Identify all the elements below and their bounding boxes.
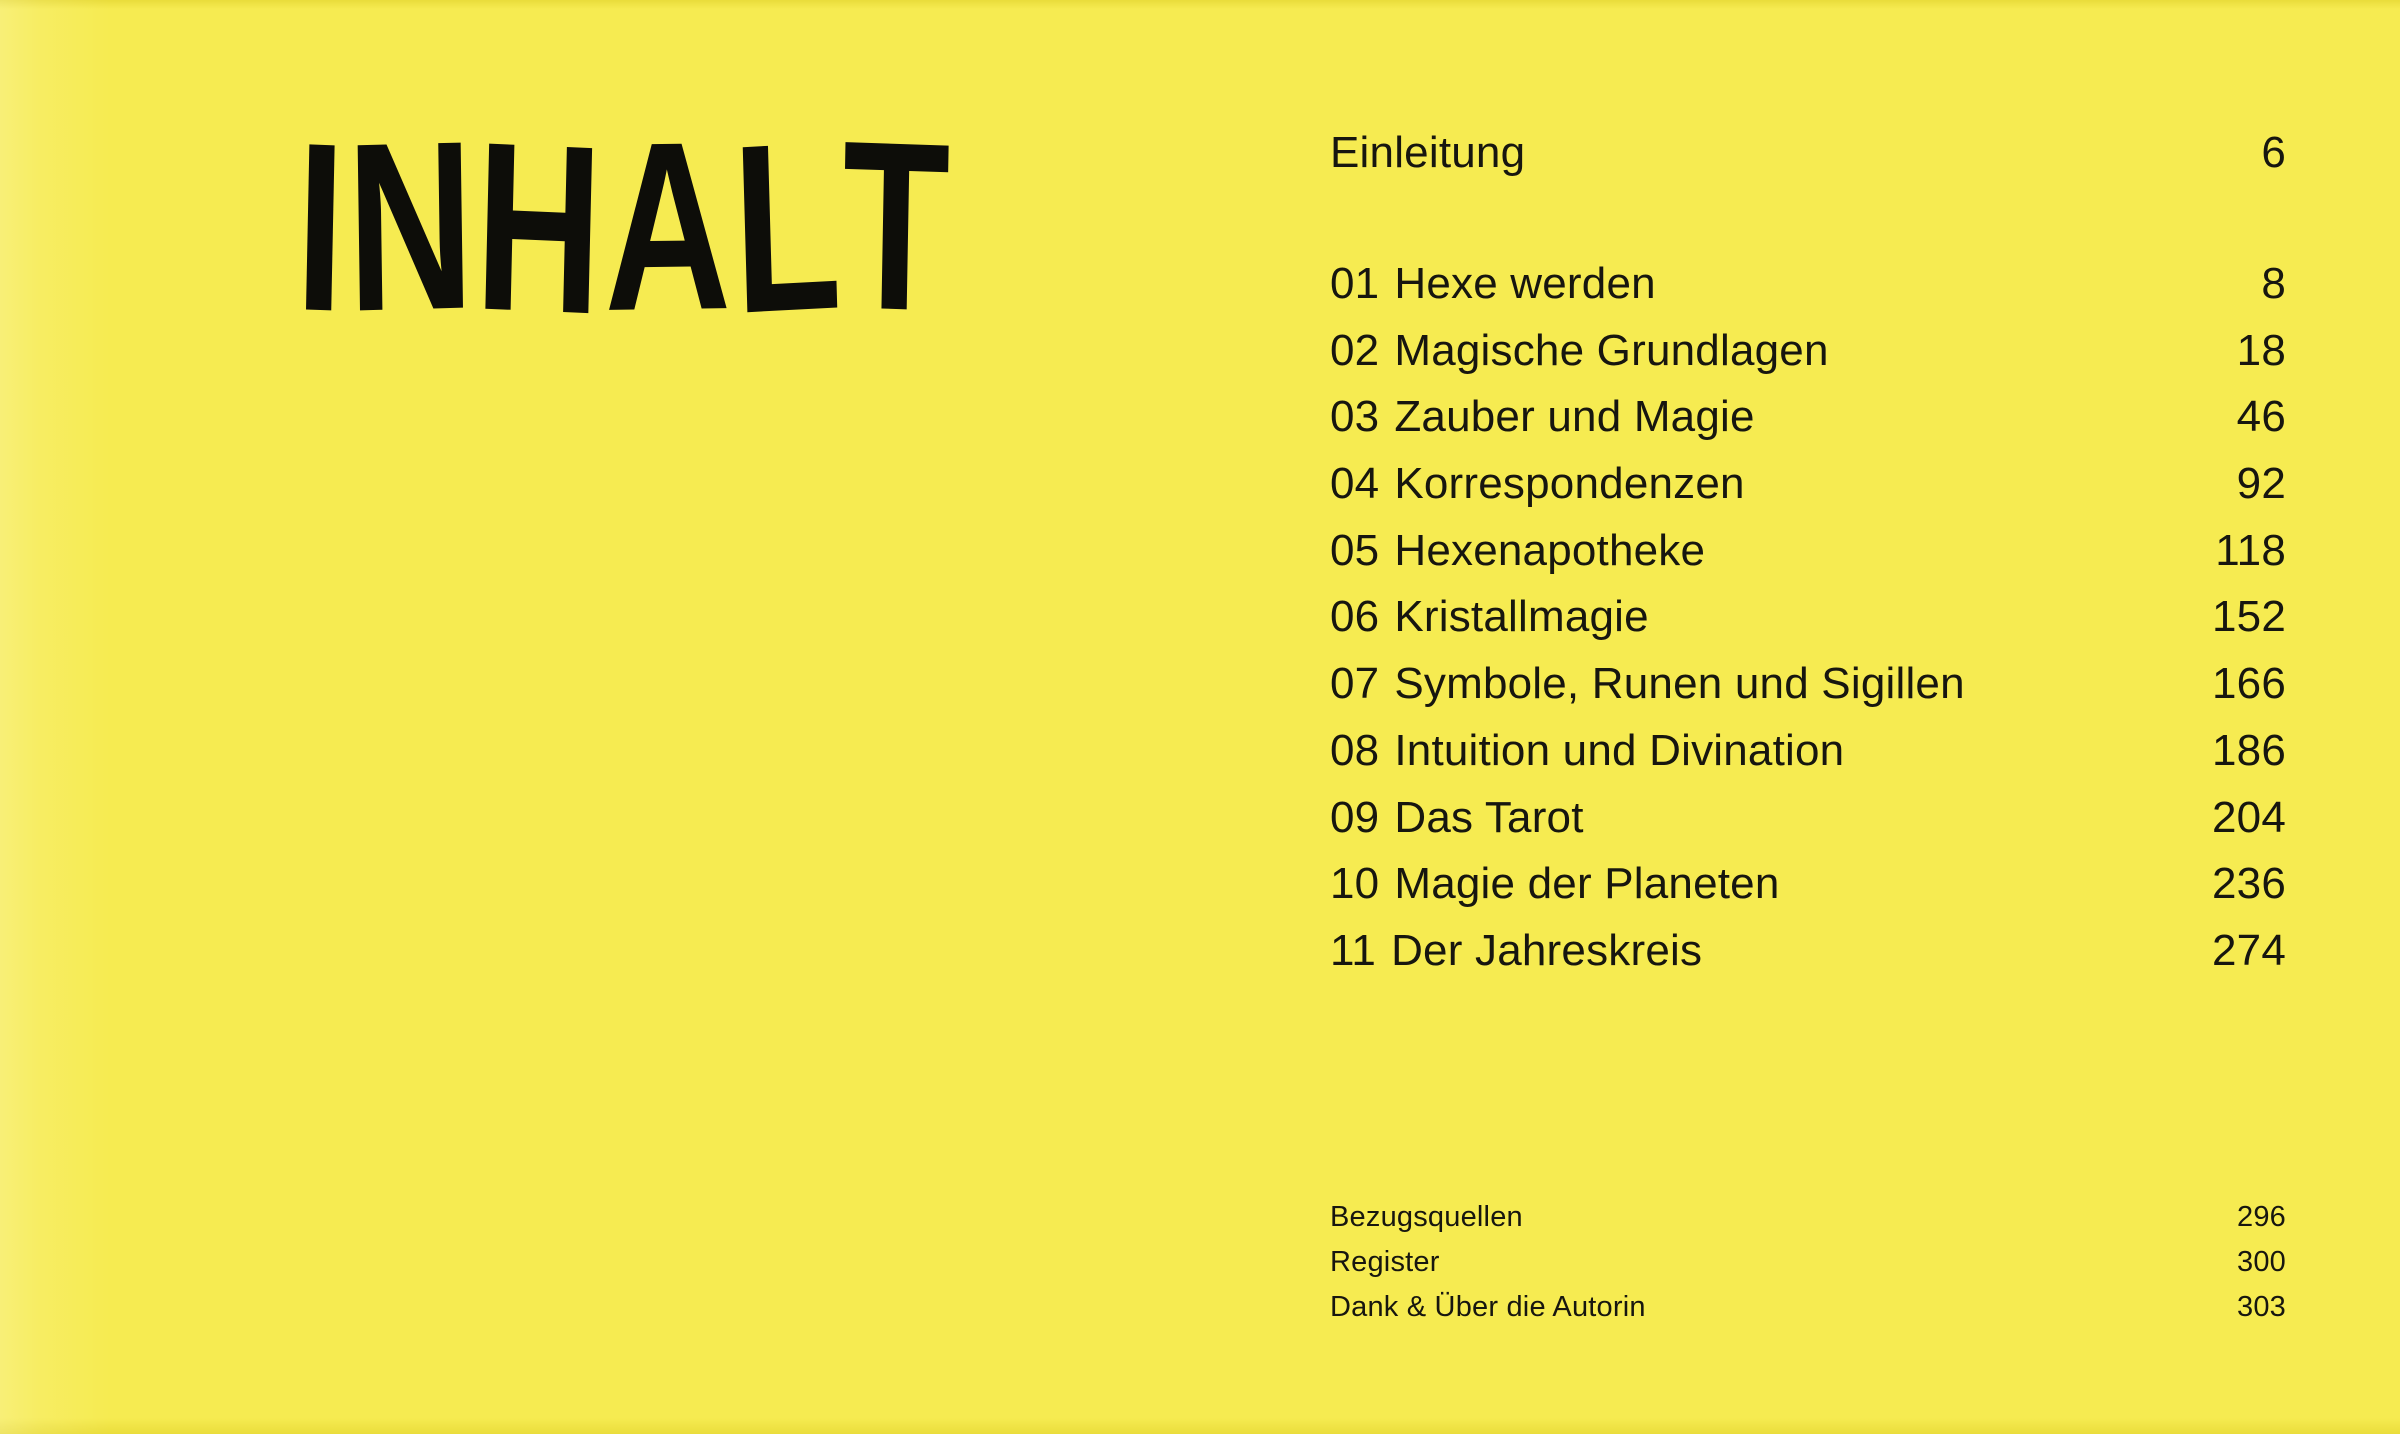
entry-title: Einleitung — [1330, 128, 1526, 178]
page-title — [293, 90, 954, 365]
entry-title: Das Tarot — [1394, 792, 1584, 842]
entry-title: Zauber und Magie — [1394, 392, 1755, 442]
entry-number: 07 — [1330, 659, 1380, 709]
toc-row — [1330, 651, 2286, 718]
entry-page: 8 — [2261, 259, 2286, 309]
entry-page: 300 — [2237, 1246, 2286, 1278]
entry-title: Magische Grundlagen — [1394, 325, 1829, 375]
entry-number: 05 — [1330, 525, 1380, 575]
entry-page: 303 — [2237, 1291, 2286, 1323]
entry-page: 152 — [2211, 592, 2286, 642]
backmatter-row — [1330, 1285, 2286, 1330]
backmatter-row — [1330, 1195, 2286, 1240]
entry-title: Der Jahreskreis — [1391, 925, 1703, 975]
backmatter-row — [1330, 1240, 2286, 1285]
title-letter: N — [345, 90, 478, 362]
entry-number: 03 — [1330, 392, 1380, 442]
entry-title: Kristallmagie — [1394, 592, 1649, 642]
entry-page: 186 — [2211, 725, 2286, 775]
entry-number: 10 — [1330, 859, 1380, 909]
toc-row — [1330, 851, 2286, 918]
toc-row — [1330, 584, 2286, 651]
entry-page: 92 — [2236, 459, 2286, 509]
entry-number: 06 — [1330, 592, 1380, 642]
entry-page: 18 — [2236, 325, 2286, 375]
toc-spacer — [1330, 187, 2286, 251]
entry-title: Intuition und Divination — [1394, 725, 1845, 775]
entry-page: 46 — [2236, 392, 2286, 442]
title-letter: L — [729, 90, 846, 364]
title-letter: I — [293, 92, 350, 362]
entry-title: Magie der Planeten — [1394, 859, 1780, 909]
entry-title: Register — [1330, 1246, 1440, 1278]
entry-number: 02 — [1330, 325, 1380, 375]
entry-page: 204 — [2211, 792, 2286, 842]
toc-row — [1330, 317, 2286, 384]
toc-row-intro — [1330, 120, 2286, 187]
toc-row — [1330, 251, 2286, 318]
entry-title: Hexe werden — [1394, 259, 1656, 309]
title-letter: A — [603, 91, 735, 361]
toc-row — [1330, 517, 2286, 584]
entry-page: 236 — [2211, 859, 2286, 909]
toc-list — [1330, 120, 2286, 984]
toc-row — [1330, 451, 2286, 518]
entry-title: Bezugsquellen — [1330, 1201, 1523, 1233]
entry-number: 09 — [1330, 792, 1380, 842]
backmatter-list — [1330, 1195, 2286, 1330]
entry-title: Symbole, Runen und Sigillen — [1394, 659, 1965, 709]
entry-page: 274 — [2211, 925, 2286, 975]
entry-number: 08 — [1330, 725, 1380, 775]
toc-row — [1330, 718, 2286, 785]
entry-page: 166 — [2211, 659, 2286, 709]
toc-row — [1330, 784, 2286, 851]
entry-number: 11 — [1330, 925, 1377, 975]
toc-row — [1330, 918, 2286, 985]
entry-page: 118 — [2215, 525, 2286, 575]
entry-title: Dank & Über die Autorin — [1330, 1291, 1646, 1323]
entry-number: 04 — [1330, 459, 1380, 509]
title-letter: T — [839, 90, 954, 362]
entry-title: Hexenapotheke — [1394, 525, 1706, 575]
toc-row — [1330, 384, 2286, 451]
entry-title: Korrespondenzen — [1394, 459, 1745, 509]
entry-number: 01 — [1330, 259, 1380, 309]
title-letter: H — [472, 91, 608, 365]
entry-page: 6 — [2261, 128, 2286, 178]
entry-page: 296 — [2237, 1201, 2286, 1233]
